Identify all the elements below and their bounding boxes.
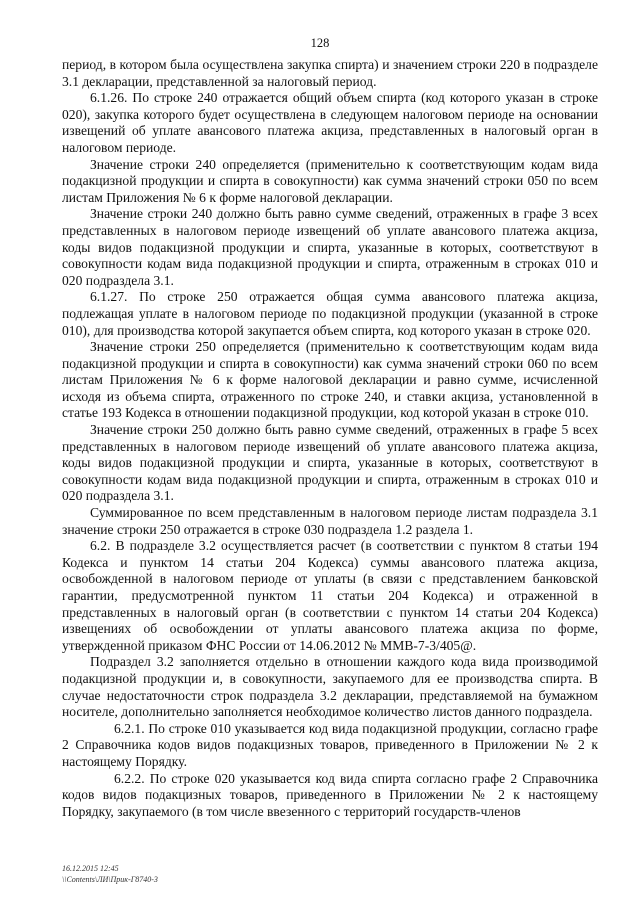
paragraph-subsection-3-2: Подраздел 3.2 заполняется отдельно в отношении каждого кода вида производимой подакцизной продукции и, в совокупности, закупаемого для ее производства спирта. В случае недостаточности строк подраздела 3.2 декларации, представляемой на бумажном носителе, дополнительно заполняется необходимое количество листов данного подраздела. bbox=[62, 654, 598, 720]
paragraph-6-2-1: 6.2.1. По строке 010 указывается код вида подакцизной продукции, согласно графе 2 Справочника кодов видов подакцизных товаров, приведенного в Приложении № 2 к настоящему Порядку. bbox=[62, 720, 598, 769]
paragraph-continuation: период, в котором была осуществлена закупка спирта) и значением строки 220 в подразделе 3.1 декларации, представленной за налоговый период. bbox=[62, 57, 598, 89]
footer-file-path: \\Contents\ЛИ\Прик-Г8740-3 bbox=[62, 875, 158, 884]
body-text bbox=[62, 57, 598, 820]
paragraph-6-1-26: 6.1.26. По строке 240 отражается общий объем спирта (код которого указан в строке 020), закупка которого будет осуществлена в следующем налоговом периоде на основании извещений об уплате авансового платежа акциза, представленных в налоговый орган в налоговом периоде. bbox=[62, 90, 598, 155]
page-number: 128 bbox=[310, 36, 330, 50]
paragraph-6-1-27: 6.1.27. По строке 250 отражается общая сумма авансового платежа акциза, подлежащая уплате в налоговом периоде по подакцизной продукции (указанной в строке 010), для производства которой закупается объем спирта, код которого указан в строке 020. bbox=[62, 289, 598, 338]
paragraph-line250-summary: Суммированное по всем представленным в налоговом периоде листам подраздела 3.1 значение строки 250 отражается в строке 030 подраздела 1.2 раздела 1. bbox=[62, 505, 598, 537]
paragraph-line250-definition: Значение строки 250 определяется (применительно к соответствующим кодам вида подакцизной продукции и спирта в совокупности) как сумма значений строки 060 по всем листам Приложения № 6 к форме налоговой декларации и равно сумме, исчисленной исходя из объема спирта, отраженного по строке 240, и ставки акциза, установленной в статье 193 Кодекса в отношении подакцизной продукции, код которой указан в строке 010. bbox=[62, 339, 598, 421]
paragraph-line240-definition: Значение строки 240 определяется (применительно к соответствующим кодам вида подакцизной продукции и спирта в совокупности) как сумма значений строки 050 по всем листам Приложения № 6 к форме налоговой декларации. bbox=[62, 156, 598, 205]
paragraph-line240-equality: Значение строки 240 должно быть равно сумме сведений, отраженных в графе 3 всех представленных в налоговом периоде извещений об уплате авансового платежа акциза, коды видов подакцизной продукции и спирта, указанные в которых, соответствуют в совокупности кодам вида подакцизной продукции и спирта, отраженным в строках 010 и 020 подраздела 3.1. bbox=[62, 206, 598, 288]
paragraph-6-2: 6.2. В подразделе 3.2 осуществляется расчет (в соответствии с пунктом 8 статьи 194 Кодекса и пунктом 14 статьи 204 Кодекса) суммы авансового платежа акциза, освобожденной в налоговом периоде от уплаты (в связи с представлением банковской гарантии, предусмотренной пунктом 11 статьи 204 Кодекса) и отраженной в представленных в налоговый орган (в соответствии с пунктом 14 статьи 204 Кодекса) извещениях об освобождении от уплаты авансового платежа акциза по форме, утвержденной приказом ФНС России от 14.06.2012 № ММВ-7-3/405@. bbox=[62, 538, 598, 653]
file-footer bbox=[62, 863, 158, 885]
footer-timestamp: 16.12.2015 12:45 bbox=[62, 864, 119, 873]
paragraph-6-2-2: 6.2.2. По строке 020 указывается код вида спирта согласно графе 2 Справочника кодов видов подакцизных товаров, приведенного в Приложении № 2 к настоящему Порядку, закупаемого (в том числе ввезенного с территорий государств-членов bbox=[62, 770, 598, 819]
paragraph-line250-equality: Значение строки 250 должно быть равно сумме сведений, отраженных в графе 5 всех представленных в налоговом периоде извещений об уплате авансового платежа акциза, коды видов подакцизной продукции и спирта, указанные в которых, соответствуют в совокупности кодам вида подакцизной продукции и спирта, отраженным в строках 010 и 020 подраздела 3.1. bbox=[62, 422, 598, 504]
